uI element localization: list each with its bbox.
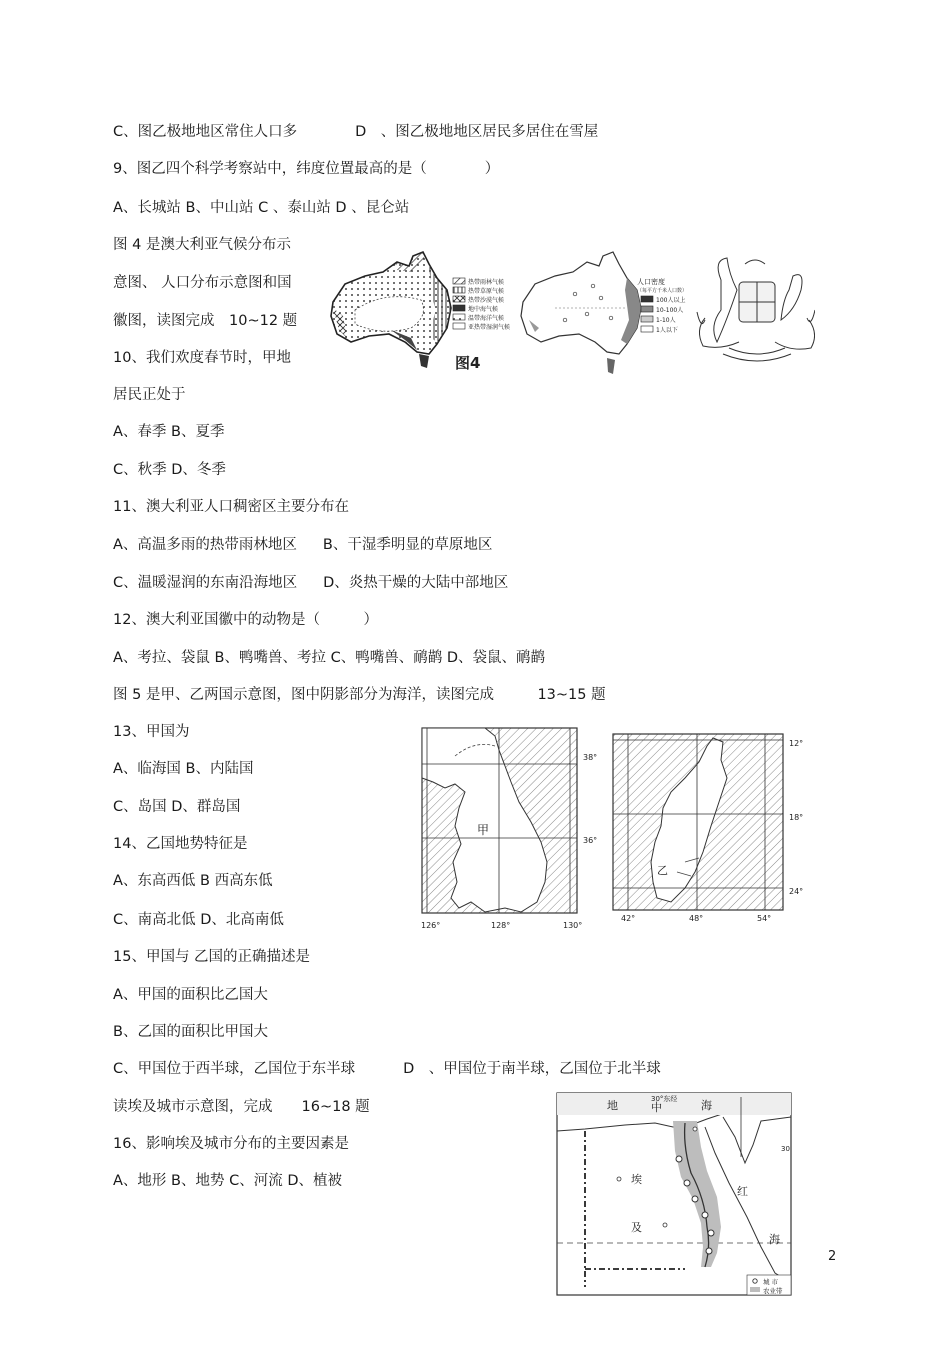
yi-lat-12: 12°	[789, 739, 804, 748]
climate-map	[331, 252, 451, 368]
legend-city: 城 市	[763, 1278, 779, 1286]
pop-legend-2: 10-100人	[656, 307, 684, 314]
fig4-intro-line-1: 图 4 是澳大利亚气候分布示	[113, 237, 291, 253]
pop-legend-1: 100人以上	[656, 297, 686, 304]
q11-option-b: B、干湿季明显的草原地区	[322, 537, 493, 553]
question-15: 15、甲国与 乙国的正确描述是	[113, 949, 311, 965]
figure-4-caption: 图4	[455, 354, 481, 372]
question-14-options-ab: A、东高西低 B 西高东低	[113, 873, 273, 889]
yi-lon-48: 48°	[689, 914, 704, 923]
red-sea-label-2: 海	[769, 1233, 780, 1246]
figure-5-graphic	[415, 722, 815, 932]
fig4-intro-line-3: 徽图，读图完成 10~12 题	[113, 313, 298, 329]
jia-lon-128: 128°	[491, 921, 511, 930]
q8-option-d: D 、图乙极地地区居民多居住在雪屋	[355, 124, 599, 140]
q15-option-c: C、甲国位于西半球，乙国位于东半球	[113, 1061, 356, 1077]
egypt-parallel-label: 30	[781, 1145, 790, 1153]
egypt-sea-med-3: 海	[701, 1099, 712, 1112]
question-13-options-cd: C、岛国 D、群岛国	[113, 799, 241, 815]
question-11: 11、澳大利亚人口稠密区主要分布在	[113, 499, 349, 515]
map-yi	[613, 734, 803, 923]
question-9-options: A、长城站 B、中山站 C 、泰山站 D 、昆仑站	[113, 200, 410, 216]
climate-legend-1: 热带雨林气候	[468, 279, 505, 286]
jia-lon-130: 130°	[563, 921, 583, 930]
climate-legend	[453, 278, 510, 331]
pop-legend-title: 人口密度	[637, 278, 665, 286]
question-15-option-b: B、乙国的面积比甲国大	[113, 1024, 268, 1040]
question-12-options: A、考拉、袋鼠 B、鸭嘴兽、考拉 C、鸭嘴兽、鸸鹋 D、袋鼠、鸸鹋	[113, 650, 545, 666]
jia-lat-36: 36°	[583, 836, 598, 845]
question-10-options-ab: A、春季 B、夏季	[113, 424, 225, 440]
fig5-intro: 图 5 是甲、乙两国示意图，图中阴影部分为海洋，读图完成 13~15 题	[113, 687, 606, 703]
yi-lon-42: 42°	[621, 914, 636, 923]
question-16: 16、影响埃及城市分布的主要因素是	[113, 1136, 349, 1152]
egypt-legend	[747, 1275, 791, 1295]
climate-legend-4: 地中海气候	[468, 306, 499, 313]
jia-lat-38: 38°	[583, 753, 598, 762]
egypt-meridian-label: 30°东经	[651, 1095, 678, 1103]
population-legend	[637, 277, 687, 334]
question-10-line-1: 10、我们欢度春节时，甲地	[113, 350, 291, 366]
question-15-options-cd	[113, 1059, 661, 1079]
question-11-options-cd	[113, 573, 508, 593]
question-13: 13、甲国为	[113, 724, 190, 740]
question-14: 14、乙国地势特征是	[113, 836, 248, 852]
q8-option-c: C、图乙极地地区常住人口多	[113, 124, 298, 140]
question-10-options-cd: C、秋季 D、冬季	[113, 462, 226, 478]
fig4-intro-line-2: 意图、 人口分布示意图和国	[113, 275, 292, 291]
map-yi-label: 乙	[657, 864, 668, 877]
pop-legend-subtitle: （每平方千米人口数）	[637, 288, 688, 294]
climate-legend-6: 亚热带湿润气候	[468, 324, 511, 331]
population-map	[521, 252, 641, 374]
figure-5	[415, 722, 815, 932]
climate-legend-3: 热带沙漠气候	[468, 297, 505, 304]
question-12: 12、澳大利亚国徽中的动物是（ ）	[113, 612, 378, 628]
red-sea-label-1: 红	[737, 1185, 748, 1198]
egypt-sea-med-2: 中	[651, 1101, 662, 1114]
q15-option-d: D 、甲国位于南半球，乙国位于北半球	[403, 1061, 661, 1077]
yi-lat-24: 24°	[789, 887, 804, 896]
q11-option-d: D、炎热干燥的大陆中部地区	[323, 575, 509, 591]
egypt-label-2: 及	[631, 1221, 642, 1234]
question-14-options-cd: C、南高北低 D、北高南低	[113, 912, 284, 928]
q11-option-a: A、高温多雨的热带雨林地区	[113, 537, 297, 553]
question-16-options: A、地形 B、地势 C、河流 D、植被	[113, 1173, 342, 1189]
question-15-option-a: A、甲国的面积比乙国大	[113, 987, 268, 1003]
jia-lon-126: 126°	[421, 921, 441, 930]
legend-farm-belt: 农业带	[763, 1287, 783, 1295]
page-number: 2	[828, 1249, 837, 1264]
climate-legend-2: 热带草原气候	[468, 288, 505, 295]
q11-option-c: C、温暖湿润的东南沿海地区	[113, 575, 298, 591]
q8-options	[113, 122, 598, 142]
climate-legend-5: 温带海洋气候	[468, 315, 505, 322]
question-9: 9、图乙四个科学考察站中，纬度位置最高的是（ ）	[113, 161, 500, 177]
egypt-map-graphic	[555, 1087, 795, 1297]
figure-4-graphic	[325, 250, 815, 380]
map-jia-label: 甲	[477, 823, 490, 837]
map-jia	[421, 728, 597, 930]
question-13-options-ab: A、临海国 B、内陆国	[113, 761, 254, 777]
yi-lat-18: 18°	[789, 813, 804, 822]
egypt-intro: 读埃及城市示意图，完成 16~18 题	[113, 1099, 370, 1115]
question-11-options-ab	[113, 535, 492, 555]
egypt-sea-med-1: 地	[607, 1099, 618, 1112]
egypt-label-1: 埃	[631, 1173, 642, 1186]
coat-of-arms-image	[697, 258, 815, 361]
question-10-line-2: 居民正处于	[113, 387, 186, 403]
pop-legend-3: 1-10人	[656, 317, 676, 324]
figure-4	[325, 250, 815, 380]
pop-legend-4: 1人以下	[656, 327, 678, 334]
egypt-city-map	[555, 1087, 795, 1297]
yi-lon-54: 54°	[757, 914, 772, 923]
